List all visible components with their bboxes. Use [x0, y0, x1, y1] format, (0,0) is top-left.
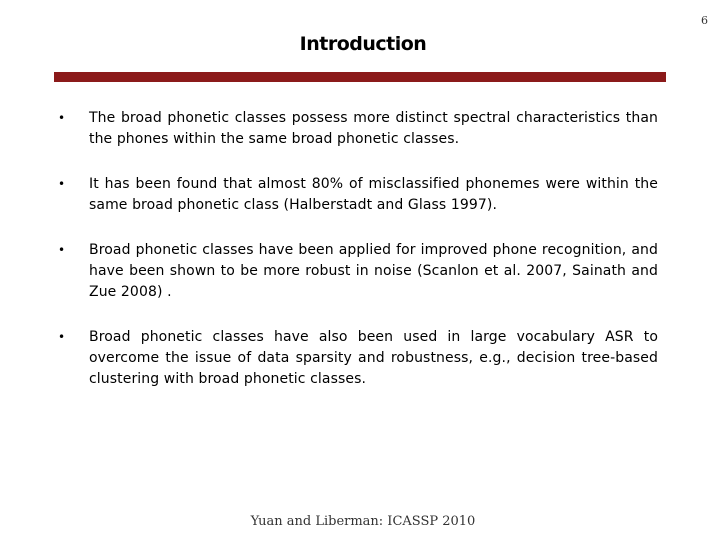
bullet-dot-icon: •: [58, 177, 66, 191]
bullet-item: [58, 240, 658, 303]
bullet-dot-icon: •: [58, 111, 66, 125]
slide-title: Introduction: [299, 33, 427, 55]
bullet-dot-icon: •: [58, 330, 66, 344]
bullet-list: [58, 108, 658, 414]
bullet-item: [58, 108, 658, 150]
bullet-text: Broad phonetic classes have been applied for improved phone recognition, and have been shown to be more robust in noise (Scanlon et al. 2007, Sainath and Zue 2008) .: [89, 242, 658, 300]
footer-citation: Yuan and Liberman: ICASSP 2010: [250, 514, 476, 529]
bullet-text: It has been found that almost 80% of misclassified phonemes were within the same broad phonetic class (Halberstadt and Glass 1997).: [89, 176, 658, 213]
bullet-text: The broad phonetic classes possess more distinct spectral characteristics than the phones within the same broad phonetic classes.: [89, 110, 658, 147]
bullet-item: [58, 174, 658, 216]
bullet-dot-icon: •: [58, 243, 66, 257]
slide-number: 6: [701, 14, 708, 27]
title-divider: [54, 72, 666, 82]
bullet-item: [58, 327, 658, 390]
bullet-text: Broad phonetic classes have also been used in large vocabulary ASR to overcome the issue of data sparsity and robustness, e.g., decision tree-based clustering with broad phonetic classes.: [89, 329, 658, 387]
